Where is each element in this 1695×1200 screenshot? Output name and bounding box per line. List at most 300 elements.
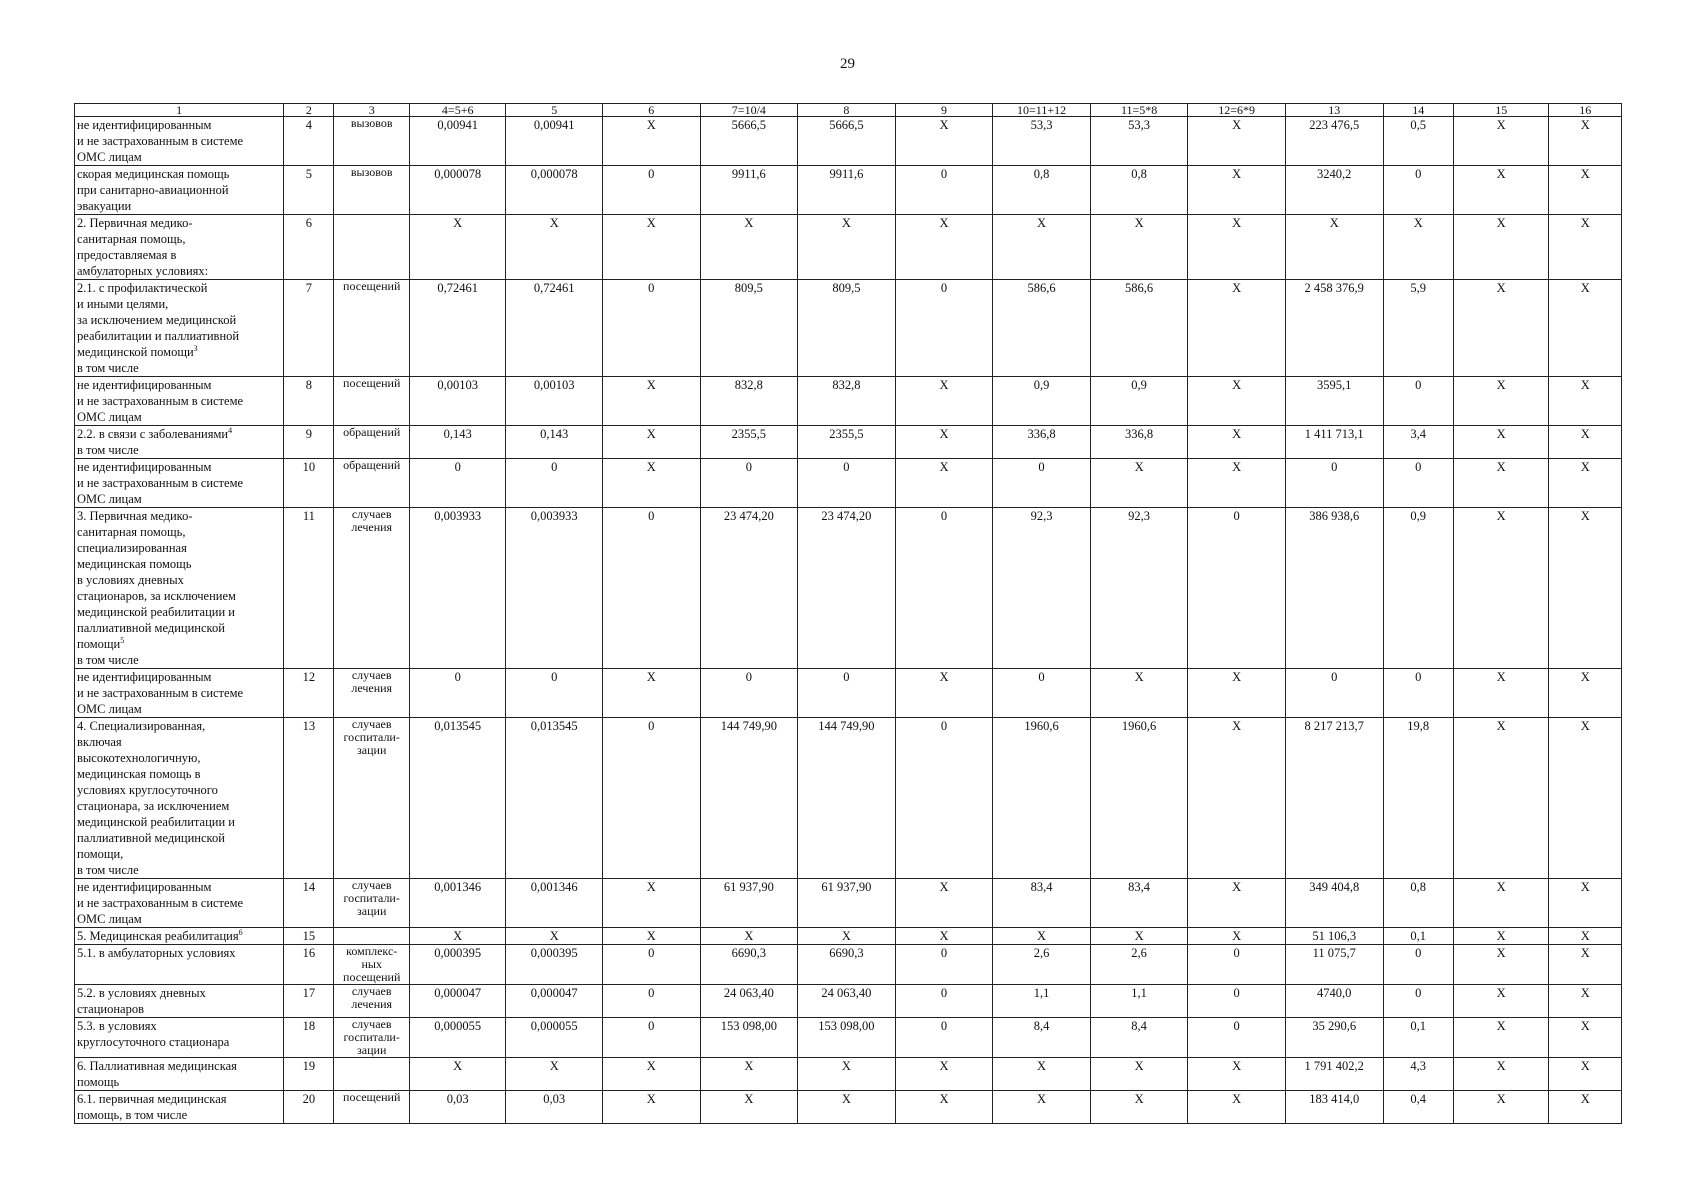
table-cell: 0 (1285, 669, 1383, 718)
column-header: 9 (895, 104, 993, 117)
table-cell: Х (1090, 1091, 1188, 1124)
table-cell: 0 (895, 1018, 993, 1058)
table-cell: 5,9 (1383, 280, 1453, 377)
table-cell: 0 (603, 166, 701, 215)
row-number: 16 (284, 945, 334, 985)
table-cell: 586,6 (993, 280, 1091, 377)
table-cell: 0,000395 (506, 945, 603, 985)
table-cell: Х (895, 377, 993, 426)
footnote-marker: 6 (238, 927, 243, 937)
table-cell: 0,8 (1090, 166, 1188, 215)
table-cell: Х (993, 1058, 1091, 1091)
table-row (75, 215, 1622, 280)
table-cell: Х (1549, 215, 1622, 280)
table-cell: Х (993, 1091, 1091, 1124)
table-cell: 0 (1285, 459, 1383, 508)
table-cell: 9911,6 (700, 166, 798, 215)
table-cell: Х (1188, 718, 1286, 879)
table-cell: 0,000047 (409, 985, 506, 1018)
table-cell: 5666,5 (798, 117, 896, 166)
row-name-text: 5. Медицинская реабилитация (77, 929, 239, 943)
table-cell: 23 474,20 (798, 508, 896, 669)
table-cell: Х (1453, 166, 1549, 215)
row-name (75, 166, 284, 215)
table-cell: Х (798, 928, 896, 945)
table-cell: Х (1453, 459, 1549, 508)
table-cell: Х (993, 215, 1091, 280)
column-header: 10=11+12 (993, 104, 1091, 117)
table-cell: Х (506, 1058, 603, 1091)
table-cell: Х (1549, 459, 1622, 508)
row-unit: обращений (334, 426, 409, 459)
row-name-text: скорая медицинская помощь при санитарно-авиационной эвакуации (77, 167, 230, 213)
table-cell: 6690,3 (700, 945, 798, 985)
row-name (75, 1018, 284, 1058)
table-cell: 0,003933 (409, 508, 506, 669)
column-header: 5 (506, 104, 603, 117)
row-number: 9 (284, 426, 334, 459)
table-cell: 23 474,20 (700, 508, 798, 669)
table-cell: Х (798, 1091, 896, 1124)
table-cell: Х (1453, 280, 1549, 377)
row-number: 11 (284, 508, 334, 669)
table-cell: Х (1453, 718, 1549, 879)
table-cell: 3240,2 (1285, 166, 1383, 215)
table-cell: 92,3 (1090, 508, 1188, 669)
table-cell: 0,000078 (409, 166, 506, 215)
table-cell: 11 075,7 (1285, 945, 1383, 985)
table-cell: Х (1549, 117, 1622, 166)
table-cell: Х (603, 117, 701, 166)
row-number: 12 (284, 669, 334, 718)
column-header: 13 (1285, 104, 1383, 117)
row-name-text: 2. Первичная медико- санитарная помощь, предоставляемая в амбулаторных условиях: (77, 216, 209, 278)
table-cell: Х (1188, 1091, 1286, 1124)
table-row (75, 508, 1622, 669)
table-cell: Х (1453, 117, 1549, 166)
table-cell: 0,013545 (506, 718, 603, 879)
table-cell: 0,000047 (506, 985, 603, 1018)
row-name-text: 2.1. с профилактической и иными целями, за исключением медицинской реабилитации и паллиативной медицинской помощи (77, 281, 240, 359)
table-cell: Х (603, 377, 701, 426)
table-cell: Х (1090, 1058, 1188, 1091)
row-name (75, 945, 284, 985)
table-cell: Х (1549, 985, 1622, 1018)
table-cell: Х (1188, 426, 1286, 459)
table-cell: Х (1090, 459, 1188, 508)
row-unit: случаев госпитали- зации (334, 718, 409, 879)
row-name-text: не идентифицированным и не застрахованным в системе ОМС лицам (77, 378, 244, 424)
table-cell: 53,3 (993, 117, 1091, 166)
row-unit: случаев лечения (334, 669, 409, 718)
table-cell: 2355,5 (700, 426, 798, 459)
table-cell: 0,5 (1383, 117, 1453, 166)
row-unit: посещений (334, 377, 409, 426)
table-cell: 9911,6 (798, 166, 896, 215)
table-cell: 0 (1188, 508, 1286, 669)
row-name-text: 6. Паллиативная медицинская помощь (77, 1059, 237, 1089)
table-cell: Х (409, 928, 506, 945)
table-cell: 223 476,5 (1285, 117, 1383, 166)
table-cell: 0 (993, 669, 1091, 718)
table-cell: 0 (506, 669, 603, 718)
table-cell: 51 106,3 (1285, 928, 1383, 945)
table-cell: 0,03 (409, 1091, 506, 1124)
table-cell: Х (1090, 669, 1188, 718)
row-name-text: 5.1. в амбулаторных условиях (77, 946, 236, 960)
table-cell: Х (409, 215, 506, 280)
table-cell: 0,8 (1383, 879, 1453, 928)
table-cell: 0,001346 (506, 879, 603, 928)
row-name-text: не идентифицированным и не застрахованным в системе ОМС лицам (77, 460, 244, 506)
table-cell: 832,8 (700, 377, 798, 426)
column-header: 15 (1453, 104, 1549, 117)
table-cell: Х (1453, 1058, 1549, 1091)
table-row (75, 718, 1622, 879)
page-number: 29 (840, 56, 855, 72)
column-header: 14 (1383, 104, 1453, 117)
table-cell: 3,4 (1383, 426, 1453, 459)
table-cell: Х (1549, 508, 1622, 669)
table-cell: 8,4 (993, 1018, 1091, 1058)
table-cell: 0 (895, 718, 993, 879)
row-number: 17 (284, 985, 334, 1018)
table-cell: 53,3 (1090, 117, 1188, 166)
row-name-tail: в том числе (77, 443, 139, 457)
table-cell: 0 (1188, 945, 1286, 985)
table-row (75, 459, 1622, 508)
row-name (75, 459, 284, 508)
table-cell: 809,5 (798, 280, 896, 377)
table-cell: 2,6 (993, 945, 1091, 985)
row-number: 20 (284, 1091, 334, 1124)
table-cell: Х (603, 215, 701, 280)
row-name (75, 117, 284, 166)
column-header: 11=5*8 (1090, 104, 1188, 117)
table-cell: 153 098,00 (798, 1018, 896, 1058)
table-cell: Х (603, 1058, 701, 1091)
table-cell: 0,9 (993, 377, 1091, 426)
table-cell: Х (1188, 280, 1286, 377)
table-cell: Х (1285, 215, 1383, 280)
table-cell: Х (700, 215, 798, 280)
table-cell: Х (1188, 928, 1286, 945)
row-name (75, 426, 284, 459)
table-cell: 0,9 (1090, 377, 1188, 426)
table-cell: Х (700, 928, 798, 945)
row-number: 14 (284, 879, 334, 928)
table-cell: 144 749,90 (798, 718, 896, 879)
table-cell: 0 (1188, 985, 1286, 1018)
table-cell: Х (506, 928, 603, 945)
table-cell: Х (603, 879, 701, 928)
row-name-text: 2.2. в связи с заболеваниями (77, 427, 229, 441)
table-cell: 92,3 (993, 508, 1091, 669)
table-cell: 0 (1383, 459, 1453, 508)
table-cell: 6690,3 (798, 945, 896, 985)
table-cell: Х (1453, 669, 1549, 718)
table-cell: Х (409, 1058, 506, 1091)
table-cell: Х (1453, 928, 1549, 945)
column-header: 6 (603, 104, 701, 117)
table-cell: Х (1453, 215, 1549, 280)
table-cell: 8,4 (1090, 1018, 1188, 1058)
table-row (75, 426, 1622, 459)
table-cell: Х (798, 215, 896, 280)
row-unit: случаев лечения (334, 508, 409, 669)
row-name (75, 718, 284, 879)
table-cell: 183 414,0 (1285, 1091, 1383, 1124)
table-cell: 35 290,6 (1285, 1018, 1383, 1058)
table-cell: 336,8 (993, 426, 1091, 459)
table-row (75, 280, 1622, 377)
table-cell: Х (895, 117, 993, 166)
row-unit: вызовов (334, 166, 409, 215)
table-cell: 0,4 (1383, 1091, 1453, 1124)
row-name-text: не идентифицированным и не застрахованным в системе ОМС лицам (77, 880, 244, 926)
footnote-marker: 4 (228, 425, 233, 435)
table-cell: 0,72461 (506, 280, 603, 377)
table-cell: Х (1453, 377, 1549, 426)
table-cell: Х (1188, 166, 1286, 215)
row-unit: случаев госпитали- зации (334, 879, 409, 928)
table-cell: 1960,6 (1090, 718, 1188, 879)
table-cell: 0,000395 (409, 945, 506, 985)
table-row (75, 1018, 1622, 1058)
column-header: 2 (284, 104, 334, 117)
footnote-marker: 3 (193, 343, 198, 353)
table-cell: Х (1090, 215, 1188, 280)
row-number: 15 (284, 928, 334, 945)
table-cell: Х (895, 459, 993, 508)
row-unit: комплекс- ных посещений (334, 945, 409, 985)
table-cell: 0 (700, 669, 798, 718)
table-cell: 0,000078 (506, 166, 603, 215)
table-cell: 2355,5 (798, 426, 896, 459)
table-row (75, 117, 1622, 166)
table-cell: 61 937,90 (700, 879, 798, 928)
table-cell: 1 411 713,1 (1285, 426, 1383, 459)
table-cell: Х (603, 459, 701, 508)
table-row (75, 166, 1622, 215)
table-cell: Х (1188, 215, 1286, 280)
row-unit: обращений (334, 459, 409, 508)
row-number: 4 (284, 117, 334, 166)
table-row (75, 1058, 1622, 1091)
table-cell: 5666,5 (700, 117, 798, 166)
table-cell: Х (993, 928, 1091, 945)
table-cell: Х (895, 879, 993, 928)
table-cell: 0 (1383, 166, 1453, 215)
table-cell: Х (1453, 945, 1549, 985)
table-row (75, 945, 1622, 985)
table-cell: Х (1188, 879, 1286, 928)
table-cell: Х (895, 1091, 993, 1124)
table-cell: Х (895, 928, 993, 945)
header-row (75, 104, 1622, 117)
table-cell: 0,00103 (506, 377, 603, 426)
table-row (75, 928, 1622, 945)
row-number: 10 (284, 459, 334, 508)
row-name-text: не идентифицированным и не застрахованным в системе ОМС лицам (77, 670, 244, 716)
table-cell: 586,6 (1090, 280, 1188, 377)
table-cell: 0,9 (1383, 508, 1453, 669)
row-number: 8 (284, 377, 334, 426)
table-cell: 0 (700, 459, 798, 508)
table-cell: Х (1453, 879, 1549, 928)
table-cell: 61 937,90 (798, 879, 896, 928)
column-header: 8 (798, 104, 896, 117)
table-cell: 0,00941 (506, 117, 603, 166)
table-cell: Х (1453, 1018, 1549, 1058)
table-cell: 0 (1383, 669, 1453, 718)
table-cell: Х (1549, 1058, 1622, 1091)
row-name-text: 3. Первичная медико- санитарная помощь, специализированная медицинская помощь в условиях дневных стационаров, за исключением медицинской реабилитации и паллиативной медицинской помощи (77, 509, 236, 651)
row-number: 13 (284, 718, 334, 879)
table-cell: 24 063,40 (798, 985, 896, 1018)
table-cell: 0 (603, 508, 701, 669)
column-header: 12=6*9 (1188, 104, 1286, 117)
row-name-text: 6.1. первичная медицинская помощь, в том числе (77, 1092, 227, 1122)
table-row (75, 985, 1622, 1018)
table-cell: 2 458 376,9 (1285, 280, 1383, 377)
table-cell: Х (1549, 280, 1622, 377)
table-cell: Х (895, 1058, 993, 1091)
table-cell: Х (603, 669, 701, 718)
table-cell: Х (1383, 215, 1453, 280)
table-cell: Х (1188, 669, 1286, 718)
table-cell: 0 (603, 1018, 701, 1058)
table-cell: Х (895, 669, 993, 718)
table-cell: 83,4 (1090, 879, 1188, 928)
row-name (75, 280, 284, 377)
table-cell: 336,8 (1090, 426, 1188, 459)
table-cell: 0 (603, 280, 701, 377)
table-cell: Х (603, 928, 701, 945)
column-header: 1 (75, 104, 284, 117)
table-cell: Х (895, 215, 993, 280)
table-cell: 0 (798, 669, 896, 718)
row-name (75, 215, 284, 280)
column-header: 3 (334, 104, 409, 117)
table-cell: Х (1549, 166, 1622, 215)
table-cell: 0,003933 (506, 508, 603, 669)
table-cell: 0 (895, 945, 993, 985)
table-cell: 4740,0 (1285, 985, 1383, 1018)
row-number: 6 (284, 215, 334, 280)
table-cell: 3595,1 (1285, 377, 1383, 426)
row-name (75, 377, 284, 426)
table-cell: 0 (895, 166, 993, 215)
row-name (75, 1091, 284, 1124)
table-cell: 1960,6 (993, 718, 1091, 879)
row-unit: случаев госпитали- зации (334, 1018, 409, 1058)
table-cell: Х (1188, 1058, 1286, 1091)
table-cell: Х (1453, 508, 1549, 669)
table-cell: 0 (895, 280, 993, 377)
table-cell: 1,1 (993, 985, 1091, 1018)
table-cell: 832,8 (798, 377, 896, 426)
table-cell: 2,6 (1090, 945, 1188, 985)
table-cell: 0,000055 (506, 1018, 603, 1058)
table-cell: Х (1549, 718, 1622, 879)
table-row (75, 1091, 1622, 1124)
table-cell: Х (1453, 985, 1549, 1018)
row-unit (334, 215, 409, 280)
table-cell: Х (1090, 928, 1188, 945)
row-number: 18 (284, 1018, 334, 1058)
table-cell: Х (506, 215, 603, 280)
row-name-text: 4. Специализированная, включая высокотехнологичную, медицинская помощь в условиях круглосуточного стационара, за исключением медицинской реабилитации и паллиативной медицинской помощи, в том числе (77, 719, 235, 877)
row-name (75, 669, 284, 718)
table-cell: Х (1549, 669, 1622, 718)
table-cell: 349 404,8 (1285, 879, 1383, 928)
table-cell: 0 (603, 718, 701, 879)
column-header: 7=10/4 (700, 104, 798, 117)
table-cell: 4,3 (1383, 1058, 1453, 1091)
table-cell: 0 (603, 985, 701, 1018)
table-cell: 0,1 (1383, 928, 1453, 945)
table-cell: 153 098,00 (700, 1018, 798, 1058)
table-cell: 0 (895, 508, 993, 669)
table-cell: 0 (895, 985, 993, 1018)
row-number: 5 (284, 166, 334, 215)
table-cell: 19,8 (1383, 718, 1453, 879)
row-number: 19 (284, 1058, 334, 1091)
table-cell: Х (1188, 117, 1286, 166)
table-cell: Х (700, 1058, 798, 1091)
table-cell: 0,000055 (409, 1018, 506, 1058)
footnote-marker: 5 (120, 635, 125, 645)
table-cell: 0 (993, 459, 1091, 508)
table-cell: Х (603, 1091, 701, 1124)
table-cell: 0,8 (993, 166, 1091, 215)
row-name-tail: в том числе (77, 361, 139, 375)
row-unit: случаев лечения (334, 985, 409, 1018)
row-unit: вызовов (334, 117, 409, 166)
table-cell: 0,03 (506, 1091, 603, 1124)
table-cell: 386 938,6 (1285, 508, 1383, 669)
table-cell: 0 (409, 669, 506, 718)
row-number: 7 (284, 280, 334, 377)
table-row (75, 879, 1622, 928)
table-row (75, 669, 1622, 718)
table-cell: Х (1453, 1091, 1549, 1124)
table-cell: Х (1549, 426, 1622, 459)
data-table (74, 103, 1622, 1124)
row-name (75, 879, 284, 928)
row-name (75, 1058, 284, 1091)
table-cell: Х (1453, 426, 1549, 459)
table-cell: Х (1549, 1091, 1622, 1124)
row-unit: посещений (334, 280, 409, 377)
table-cell: 0,1 (1383, 1018, 1453, 1058)
table-cell: Х (895, 426, 993, 459)
table-cell: Х (700, 1091, 798, 1124)
table-cell: 0,143 (506, 426, 603, 459)
row-unit (334, 928, 409, 945)
table-cell: 144 749,90 (700, 718, 798, 879)
row-name (75, 928, 284, 945)
table-cell: 1 791 402,2 (1285, 1058, 1383, 1091)
row-name (75, 508, 284, 669)
row-unit: посещений (334, 1091, 409, 1124)
table-cell: Х (1188, 459, 1286, 508)
table-cell: Х (1549, 928, 1622, 945)
table-cell: 0,72461 (409, 280, 506, 377)
table-cell: 0 (409, 459, 506, 508)
row-name-text: не идентифицированным и не застрахованным в системе ОМС лицам (77, 118, 244, 164)
